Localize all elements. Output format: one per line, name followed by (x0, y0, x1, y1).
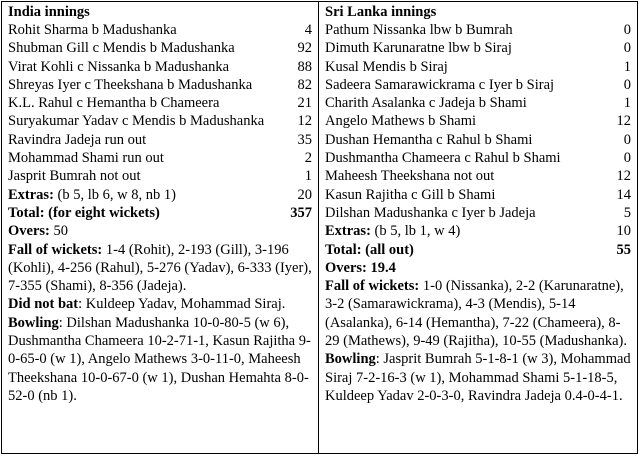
srilanka-innings-column (319, 2, 637, 453)
batsman-dismissal: Suryakumar Yadav c Mendis b Madushanka (8, 113, 265, 130)
india-bowling (8, 314, 312, 405)
india-total-value: 357 (290, 204, 312, 221)
srilanka-bowling (325, 350, 631, 405)
india-overs (8, 222, 312, 240)
srilanka-extras-detail: (b 5, lb 1, w 4) (370, 223, 461, 240)
batsman-runs: 1 (623, 95, 631, 112)
batsman-runs: 0 (623, 150, 631, 167)
india-fow-text: 1-4 (Rohit), 2-193 (Gill), 3-196 (Kohli), 4-256 (Rahul), 5-276 (Yadav), 6-333 (Iyer), 7-355 (Shami), 8-356 (Jadeja). (8, 241, 312, 295)
batting-row (8, 94, 312, 112)
batting-row (8, 131, 312, 149)
batsman-runs: 92 (297, 40, 312, 57)
india-bowling-text: : Dilshan Madushanka 10-0-80-5 (w 6), Dushmantha Chameera 10-2-71-1, Kasun Rajitha 9-0-65-0 (w 1), Angelo Mathews 3-0-11-0, Maheesh Theekshana 10-0-67-0 (w 1), Dushan Hemahta 8-0-52-0 (nb 1). (8, 314, 311, 404)
india-extras-value: 20 (297, 186, 312, 203)
scorecard-table (1, 1, 638, 454)
batting-row (8, 76, 312, 94)
batsman-dismissal: Sadeera Samarawickrama c Iyer b Siraj (325, 76, 555, 93)
batsman-runs: 1 (304, 168, 312, 185)
batting-row (325, 94, 631, 112)
batsman-runs: 35 (297, 131, 312, 148)
batting-row (8, 167, 312, 185)
batsman-dismissal: Dushan Hemantha c Rahul b Shami (325, 131, 533, 148)
batsman-runs: 2 (304, 150, 312, 167)
batting-row (325, 204, 631, 222)
india-overs-value: 50 (49, 223, 68, 240)
batsman-dismissal: Virat Kohli c Nissanka b Madushanka (8, 58, 230, 75)
batting-row (325, 131, 631, 149)
batsman-dismissal: Pathum Nissanka lbw b Bumrah (325, 22, 513, 38)
batsman-runs: 0 (623, 22, 631, 38)
batsman-dismissal: Mohammad Shami run out (8, 150, 164, 167)
batsman-runs: 12 (616, 168, 631, 185)
srilanka-overs-label: Overs: (325, 259, 367, 276)
india-innings-column (2, 2, 319, 453)
batsman-dismissal: Dushmantha Chameera c Rahul b Shami (325, 150, 561, 167)
batting-row (325, 76, 631, 94)
batsman-dismissal: Rohit Sharma b Madushanka (8, 22, 177, 38)
srilanka-bowling-text: : Jasprit Bumrah 5-1-8-1 (w 3), Mohammad Siraj 7-2-16-3 (w 1), Mohammad Shami 5-1-18-5, Kuldeep Yadav 2-0-3-0, Ravindra Jadeja 0.4-0-4-1. (325, 351, 631, 404)
srilanka-fow-text: 1-0 (Nissanka), 2-2 (Karunaratne), 3-2 (Samarawickrama), 4-3 (Mendis), 5-14 (Asalanka), 6-14 (Hemantha), 7-22 (Chameera), 8-29 (Mathews), 9-49 (Rajitha), 10-55 (Madushanka). (325, 278, 628, 350)
batsman-runs: 0 (623, 76, 631, 93)
srilanka-extras-value: 10 (616, 223, 631, 240)
india-extras-label: Extras: (8, 186, 54, 203)
srilanka-fow-label: Fall of wickets: (325, 278, 420, 295)
batsman-dismissal: Angelo Mathews b Shami (325, 113, 477, 130)
india-bowling-label: Bowling (8, 314, 59, 331)
batting-row (8, 21, 312, 39)
srilanka-batting-list (325, 21, 631, 222)
batting-row (8, 39, 312, 57)
batting-row (325, 112, 631, 130)
batting-row (325, 167, 631, 185)
batting-row (8, 149, 312, 167)
batsman-dismissal: Ravindra Jadeja run out (8, 131, 147, 148)
batting-row (325, 58, 631, 76)
india-fall-of-wickets (8, 241, 312, 296)
batsman-dismissal: K.L. Rahul c Hemantha b Chameera (8, 95, 220, 112)
batsman-dismissal: Kasun Rajitha c Gill b Shami (325, 186, 496, 203)
batsman-dismissal: Shubman Gill c Mendis b Madushanka (8, 40, 235, 57)
batsman-runs: 12 (616, 113, 631, 130)
srilanka-fall-of-wickets (325, 277, 631, 350)
batting-row (325, 39, 631, 57)
india-fow-label: Fall of wickets: (8, 241, 103, 258)
batsman-runs: 12 (297, 113, 312, 130)
batting-row (325, 186, 631, 204)
batting-row (8, 58, 312, 76)
batsman-runs: 0 (623, 131, 631, 148)
srilanka-innings-title: Sri Lanka innings (325, 4, 437, 20)
srilanka-bowling-label: Bowling (325, 351, 376, 368)
srilanka-extras-label: Extras: (325, 223, 371, 240)
batting-row (325, 149, 631, 167)
india-did-not-bat (8, 295, 312, 313)
batsman-runs: 4 (304, 22, 312, 38)
india-innings-title: India innings (8, 4, 90, 20)
srilanka-extras-row (325, 222, 631, 240)
batting-row (325, 21, 631, 39)
india-total-label: Total: (for eight wickets) (8, 204, 160, 221)
batsman-runs: 88 (297, 58, 312, 75)
batsman-runs: 5 (623, 204, 631, 221)
batsman-dismissal: Charith Asalanka c Jadeja b Shami (325, 95, 527, 112)
srilanka-total-value: 55 (616, 241, 631, 258)
india-extras-detail: (b 5, lb 6, w 8, nb 1) (53, 186, 176, 203)
batsman-dismissal: Dilshan Madushanka c Iyer b Jadeja (325, 204, 536, 221)
india-batting-list (8, 21, 312, 186)
batsman-runs: 21 (297, 95, 312, 112)
batsman-runs: 1 (623, 58, 631, 75)
india-overs-label: Overs: (8, 223, 50, 240)
india-total-row (8, 204, 312, 222)
batsman-dismissal: Jasprit Bumrah not out (8, 168, 141, 185)
srilanka-overs (325, 259, 631, 277)
batsman-dismissal: Dimuth Karunaratne lbw b Siraj (325, 40, 512, 57)
batsman-dismissal: Kusal Mendis b Siraj (325, 58, 448, 75)
batsman-dismissal: Shreyas Iyer c Theekshana b Madushanka (8, 76, 253, 93)
india-dnb-text: : Kuldeep Yadav, Mohammad Siraj. (78, 296, 286, 313)
india-extras-row (8, 186, 312, 204)
batting-row (8, 112, 312, 130)
batsman-runs: 14 (616, 186, 631, 203)
batsman-dismissal: Maheesh Theekshana not out (325, 168, 495, 185)
batsman-runs: 0 (623, 40, 631, 57)
srilanka-total-label: Total: (all out) (325, 241, 414, 258)
srilanka-overs-value: 19.4 (366, 259, 396, 276)
batsman-runs: 82 (297, 76, 312, 93)
srilanka-total-row (325, 241, 631, 259)
india-dnb-label: Did not bat (8, 296, 79, 313)
